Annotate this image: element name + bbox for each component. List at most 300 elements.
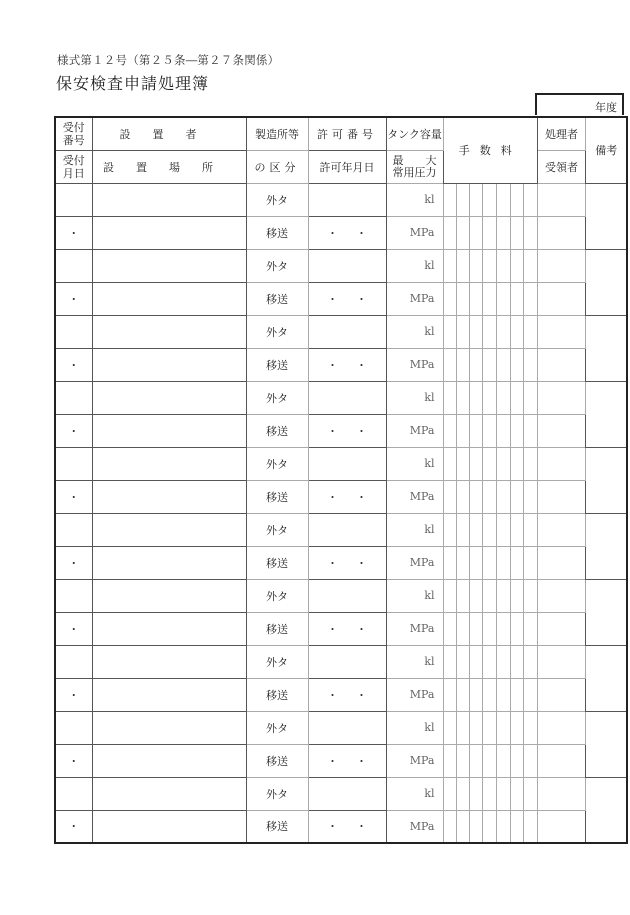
fee-digit-cell[interactable] (497, 744, 510, 777)
fee-digit-cell[interactable] (456, 744, 469, 777)
fee-digit-cell[interactable] (510, 282, 523, 315)
fee-digit-cell[interactable] (510, 216, 523, 249)
facility-type-cell-2[interactable] (246, 810, 308, 843)
fee-digit-cell[interactable] (470, 414, 483, 447)
installation-site-cell[interactable] (92, 810, 246, 843)
fee-digit-cell[interactable] (470, 216, 483, 249)
fee-digit-cell[interactable] (443, 480, 456, 513)
permit-date-cell[interactable]: ・・ (308, 678, 386, 711)
reception-date-cell[interactable]: ・ (55, 480, 92, 513)
fee-digit-cell[interactable] (483, 315, 497, 348)
fee-digit-cell[interactable] (510, 645, 523, 678)
installer-cell[interactable] (92, 645, 246, 678)
fee-digit-cell[interactable] (443, 612, 456, 645)
reception-number-cell[interactable] (55, 381, 92, 414)
header-facility-type-2: の区分 (246, 150, 308, 183)
table-row (55, 678, 627, 711)
recipient-cell[interactable] (537, 414, 585, 447)
facility-type-cell-2[interactable] (246, 480, 308, 513)
table-row (55, 513, 627, 546)
fee-digit-cell[interactable] (483, 513, 497, 546)
fee-digit-cell[interactable] (523, 546, 537, 579)
installer-cell[interactable] (92, 249, 246, 282)
remarks-cell[interactable] (585, 513, 627, 579)
max-pressure-cell[interactable] (386, 216, 443, 249)
reception-number-cell[interactable] (55, 183, 92, 216)
tank-capacity-cell[interactable] (386, 513, 443, 546)
fee-digit-cell[interactable] (497, 249, 510, 282)
facility-type-cell[interactable] (246, 579, 308, 612)
fee-digit-cell[interactable] (456, 546, 469, 579)
max-pressure-cell[interactable] (386, 744, 443, 777)
permit-number-cell[interactable] (308, 381, 386, 414)
fee-digit-cell[interactable] (443, 216, 456, 249)
fee-digit-cell[interactable] (443, 381, 456, 414)
max-pressure-cell[interactable] (386, 546, 443, 579)
fee-digit-cell[interactable] (483, 348, 497, 381)
fee-digit-cell[interactable] (443, 348, 456, 381)
fee-digit-cell[interactable] (510, 183, 523, 216)
reception-date-cell[interactable]: ・ (55, 216, 92, 249)
fee-digit-cell[interactable] (470, 579, 483, 612)
fee-digit-cell[interactable] (510, 249, 523, 282)
fee-digit-cell[interactable] (510, 711, 523, 744)
fee-digit-cell[interactable] (523, 183, 537, 216)
fee-digit-cell[interactable] (456, 348, 469, 381)
permit-number-cell[interactable] (308, 777, 386, 810)
fee-digit-cell[interactable] (497, 777, 510, 810)
table-row (55, 480, 627, 513)
tank-capacity-cell[interactable] (386, 447, 443, 480)
pressure-unit: MPa (409, 490, 435, 503)
fee-digit-cell[interactable] (470, 612, 483, 645)
installer-cell[interactable] (92, 513, 246, 546)
reception-number-cell[interactable] (55, 645, 92, 678)
permit-number-cell[interactable] (308, 645, 386, 678)
fee-digit-cell[interactable] (497, 810, 510, 843)
recipient-cell[interactable] (537, 810, 585, 843)
recipient-cell[interactable] (537, 546, 585, 579)
installer-cell[interactable] (92, 315, 246, 348)
installation-site-cell[interactable] (92, 348, 246, 381)
fee-digit-cell[interactable] (523, 744, 537, 777)
fee-digit-cell[interactable] (443, 777, 456, 810)
installation-site-cell[interactable] (92, 546, 246, 579)
fee-digit-cell[interactable] (497, 513, 510, 546)
remarks-cell[interactable] (585, 645, 627, 711)
facility-type-cell[interactable] (246, 249, 308, 282)
fee-digit-cell[interactable] (483, 414, 497, 447)
facility-type-top: 外タ (266, 655, 288, 669)
fee-digit-cell[interactable] (497, 546, 510, 579)
fee-digit-cell[interactable] (523, 579, 537, 612)
fee-digit-cell[interactable] (510, 678, 523, 711)
facility-type-cell[interactable] (246, 777, 308, 810)
installation-site-cell[interactable] (92, 216, 246, 249)
fee-digit-cell[interactable] (443, 183, 456, 216)
fee-digit-cell[interactable] (483, 579, 497, 612)
fee-digit-cell[interactable] (483, 678, 497, 711)
fee-digit-cell[interactable] (443, 744, 456, 777)
reception-date-cell[interactable]: ・ (55, 546, 92, 579)
installer-cell[interactable] (92, 777, 246, 810)
permit-date-cell[interactable]: ・・ (308, 612, 386, 645)
fee-digit-cell[interactable] (443, 249, 456, 282)
installation-site-cell[interactable] (92, 282, 246, 315)
fee-digit-cell[interactable] (523, 711, 537, 744)
tank-capacity-cell[interactable] (386, 777, 443, 810)
facility-type-cell-2[interactable] (246, 216, 308, 249)
facility-type-cell-2[interactable] (246, 612, 308, 645)
fee-digit-cell[interactable] (510, 612, 523, 645)
facility-type-top: 外タ (266, 523, 288, 537)
fee-digit-cell[interactable] (483, 645, 497, 678)
fee-digit-cell[interactable] (470, 249, 483, 282)
max-pressure-cell[interactable] (386, 480, 443, 513)
fee-digit-cell[interactable] (456, 711, 469, 744)
fee-digit-cell[interactable] (497, 183, 510, 216)
permit-number-cell[interactable] (308, 579, 386, 612)
fee-digit-cell[interactable] (456, 183, 469, 216)
fee-digit-cell[interactable] (470, 645, 483, 678)
remarks-cell[interactable] (585, 711, 627, 777)
facility-type-bottom: 移送 (266, 358, 288, 372)
permit-date-cell[interactable]: ・・ (308, 744, 386, 777)
permit-number-cell[interactable] (308, 447, 386, 480)
fee-digit-cell[interactable] (523, 645, 537, 678)
fee-digit-cell[interactable] (456, 315, 469, 348)
permit-number-cell[interactable] (308, 513, 386, 546)
processor-cell[interactable] (537, 777, 585, 810)
permit-date-cell[interactable]: ・・ (308, 348, 386, 381)
fee-digit-cell[interactable] (510, 480, 523, 513)
remarks-cell[interactable] (585, 315, 627, 381)
fee-digit-cell[interactable] (510, 777, 523, 810)
capacity-unit: kl (424, 193, 435, 206)
tank-capacity-cell[interactable] (386, 381, 443, 414)
processor-cell[interactable] (537, 645, 585, 678)
facility-type-cell[interactable] (246, 645, 308, 678)
fee-digit-cell[interactable] (483, 447, 497, 480)
remarks-cell[interactable] (585, 579, 627, 645)
remarks-cell[interactable] (585, 777, 627, 843)
fee-digit-cell[interactable] (483, 249, 497, 282)
reception-number-cell[interactable] (55, 579, 92, 612)
fee-digit-cell[interactable] (523, 315, 537, 348)
fee-digit-cell[interactable] (483, 810, 497, 843)
processor-cell[interactable] (537, 381, 585, 414)
reception-number-cell[interactable] (55, 447, 92, 480)
header-reception-date: 受付 月日 (55, 150, 92, 183)
installation-site-cell[interactable] (92, 414, 246, 447)
fee-digit-cell[interactable] (497, 711, 510, 744)
fee-digit-cell[interactable] (523, 447, 537, 480)
fee-digit-cell[interactable] (510, 348, 523, 381)
processor-cell[interactable] (537, 447, 585, 480)
capacity-unit: kl (424, 721, 435, 734)
reception-date-cell[interactable]: ・ (55, 414, 92, 447)
facility-type-cell[interactable] (246, 315, 308, 348)
tank-capacity-cell[interactable] (386, 711, 443, 744)
fee-digit-cell[interactable] (456, 447, 469, 480)
header-permit-date: 許可年月日 (308, 150, 386, 183)
installer-cell[interactable] (92, 381, 246, 414)
fee-digit-cell[interactable] (510, 579, 523, 612)
fee-digit-cell[interactable] (456, 249, 469, 282)
reception-number-cell[interactable] (55, 711, 92, 744)
facility-type-cell-2[interactable] (246, 282, 308, 315)
fee-digit-cell[interactable] (523, 414, 537, 447)
fee-digit-cell[interactable] (523, 513, 537, 546)
fee-digit-cell[interactable] (456, 777, 469, 810)
processor-cell[interactable] (537, 513, 585, 546)
remarks-cell[interactable] (585, 249, 627, 315)
fee-digit-cell[interactable] (470, 810, 483, 843)
fee-digit-cell[interactable] (443, 513, 456, 546)
facility-type-cell[interactable] (246, 447, 308, 480)
reception-date-cell[interactable]: ・ (55, 744, 92, 777)
fee-digit-cell[interactable] (443, 546, 456, 579)
fee-digit-cell[interactable] (456, 282, 469, 315)
fee-digit-cell[interactable] (497, 612, 510, 645)
installer-cell[interactable] (92, 579, 246, 612)
recipient-cell[interactable] (537, 348, 585, 381)
fee-digit-cell[interactable] (497, 315, 510, 348)
fee-digit-cell[interactable] (523, 480, 537, 513)
recipient-cell[interactable] (537, 612, 585, 645)
pressure-unit: MPa (409, 622, 435, 635)
facility-type-top: 外タ (266, 325, 288, 339)
facility-type-bottom: 移送 (266, 490, 288, 504)
fee-digit-cell[interactable] (483, 183, 497, 216)
remarks-cell[interactable] (585, 183, 627, 249)
fee-digit-cell[interactable] (470, 447, 483, 480)
fee-digit-cell[interactable] (523, 777, 537, 810)
processor-cell[interactable] (537, 711, 585, 744)
facility-type-cell[interactable] (246, 381, 308, 414)
max-pressure-cell[interactable] (386, 678, 443, 711)
fee-digit-cell[interactable] (443, 414, 456, 447)
fee-digit-cell[interactable] (497, 447, 510, 480)
recipient-cell[interactable] (537, 216, 585, 249)
processor-cell[interactable] (537, 579, 585, 612)
installation-site-cell[interactable] (92, 744, 246, 777)
fee-digit-cell[interactable] (443, 282, 456, 315)
fee-digit-cell[interactable] (497, 216, 510, 249)
table-row (55, 447, 627, 480)
fee-digit-cell[interactable] (483, 282, 497, 315)
processor-cell[interactable] (537, 249, 585, 282)
fee-digit-cell[interactable] (470, 711, 483, 744)
fee-digit-cell[interactable] (456, 381, 469, 414)
fee-digit-cell[interactable] (456, 480, 469, 513)
installation-site-cell[interactable] (92, 480, 246, 513)
fiscal-year-field[interactable] (535, 93, 624, 115)
fee-digit-cell[interactable] (456, 678, 469, 711)
max-pressure-cell[interactable] (386, 348, 443, 381)
tank-capacity-cell[interactable] (386, 183, 443, 216)
fee-digit-cell[interactable] (456, 612, 469, 645)
header-tank-capacity: タンク容量 (386, 117, 443, 150)
header-row-2 (55, 150, 627, 183)
fee-digit-cell[interactable] (456, 513, 469, 546)
recipient-cell[interactable] (537, 480, 585, 513)
permit-number-cell[interactable] (308, 183, 386, 216)
tank-capacity-cell[interactable] (386, 645, 443, 678)
pressure-unit: MPa (409, 556, 435, 569)
fee-digit-cell[interactable] (523, 249, 537, 282)
fee-digit-cell[interactable] (483, 744, 497, 777)
facility-type-cell-2[interactable] (246, 348, 308, 381)
fee-digit-cell[interactable] (456, 216, 469, 249)
fee-digit-cell[interactable] (510, 381, 523, 414)
fee-digit-cell[interactable] (497, 282, 510, 315)
table-row (55, 249, 627, 282)
fee-digit-cell[interactable] (497, 645, 510, 678)
fee-digit-cell[interactable] (510, 546, 523, 579)
fee-digit-cell[interactable] (523, 282, 537, 315)
facility-type-cell[interactable] (246, 513, 308, 546)
fee-digit-cell[interactable] (443, 678, 456, 711)
fee-digit-cell[interactable] (470, 546, 483, 579)
fee-digit-cell[interactable] (483, 216, 497, 249)
reception-number-cell[interactable] (55, 513, 92, 546)
fee-digit-cell[interactable] (483, 480, 497, 513)
installation-site-cell[interactable] (92, 678, 246, 711)
facility-type-cell-2[interactable] (246, 414, 308, 447)
permit-number-cell[interactable] (308, 315, 386, 348)
fee-digit-cell[interactable] (483, 546, 497, 579)
installer-cell[interactable] (92, 183, 246, 216)
reception-date-cell[interactable]: ・ (55, 282, 92, 315)
fee-digit-cell[interactable] (470, 282, 483, 315)
fee-digit-cell[interactable] (510, 315, 523, 348)
fee-digit-cell[interactable] (456, 579, 469, 612)
max-pressure-cell[interactable] (386, 612, 443, 645)
fee-digit-cell[interactable] (497, 381, 510, 414)
fee-digit-cell[interactable] (443, 645, 456, 678)
fee-digit-cell[interactable] (497, 414, 510, 447)
permit-date-cell[interactable]: ・・ (308, 480, 386, 513)
fee-digit-cell[interactable] (483, 381, 497, 414)
reception-number-cell[interactable] (55, 777, 92, 810)
recipient-cell[interactable] (537, 282, 585, 315)
tank-capacity-cell[interactable] (386, 579, 443, 612)
fee-digit-cell[interactable] (523, 381, 537, 414)
fee-digit-cell[interactable] (483, 777, 497, 810)
reception-number-cell[interactable] (55, 249, 92, 282)
fee-digit-cell[interactable] (510, 414, 523, 447)
reception-date-cell[interactable]: ・ (55, 348, 92, 381)
fee-digit-cell[interactable] (483, 711, 497, 744)
tank-capacity-cell[interactable] (386, 249, 443, 282)
reception-date-cell[interactable]: ・ (55, 810, 92, 843)
recipient-cell[interactable] (537, 744, 585, 777)
reception-date-cell[interactable]: ・ (55, 612, 92, 645)
recipient-cell[interactable] (537, 678, 585, 711)
fee-digit-cell[interactable] (470, 480, 483, 513)
permit-date-cell[interactable]: ・・ (308, 282, 386, 315)
fee-digit-cell[interactable] (443, 810, 456, 843)
remarks-cell[interactable] (585, 381, 627, 447)
facility-type-bottom: 移送 (266, 292, 288, 306)
installer-cell[interactable] (92, 447, 246, 480)
header-fee: 手数料 (443, 117, 537, 183)
fee-digit-cell[interactable] (510, 744, 523, 777)
fee-digit-cell[interactable] (497, 348, 510, 381)
fee-digit-cell[interactable] (510, 513, 523, 546)
permit-date-cell[interactable]: ・・ (308, 414, 386, 447)
permit-date-cell[interactable]: ・・ (308, 216, 386, 249)
facility-type-cell-2[interactable] (246, 744, 308, 777)
table-row (55, 612, 627, 645)
table-row (55, 381, 627, 414)
fee-digit-cell[interactable] (523, 678, 537, 711)
max-pressure-cell[interactable] (386, 810, 443, 843)
facility-type-cell[interactable] (246, 711, 308, 744)
permit-date-cell[interactable]: ・・ (308, 810, 386, 843)
max-pressure-cell[interactable] (386, 414, 443, 447)
fee-digit-cell[interactable] (523, 612, 537, 645)
max-pressure-cell[interactable] (386, 282, 443, 315)
fee-digit-cell[interactable] (470, 744, 483, 777)
permit-date-cell[interactable]: ・・ (308, 546, 386, 579)
fee-digit-cell[interactable] (470, 678, 483, 711)
header-recipient: 受領者 (537, 150, 585, 183)
fee-digit-cell[interactable] (510, 447, 523, 480)
permit-number-cell[interactable] (308, 249, 386, 282)
table-row (55, 282, 627, 315)
facility-type-cell[interactable] (246, 183, 308, 216)
installation-site-cell[interactable] (92, 612, 246, 645)
fee-digit-cell[interactable] (470, 777, 483, 810)
reception-number-cell[interactable] (55, 315, 92, 348)
fee-digit-cell[interactable] (470, 381, 483, 414)
processor-cell[interactable] (537, 315, 585, 348)
fee-digit-cell[interactable] (443, 711, 456, 744)
fee-digit-cell[interactable] (470, 348, 483, 381)
fee-digit-cell[interactable] (483, 612, 497, 645)
fee-digit-cell[interactable] (470, 513, 483, 546)
facility-type-cell-2[interactable] (246, 678, 308, 711)
processor-cell[interactable] (537, 183, 585, 216)
fee-digit-cell[interactable] (497, 480, 510, 513)
facility-type-cell-2[interactable] (246, 546, 308, 579)
fee-digit-cell[interactable] (497, 579, 510, 612)
tank-capacity-cell[interactable] (386, 315, 443, 348)
fee-digit-cell[interactable] (456, 414, 469, 447)
header-remarks: 備考 (585, 117, 627, 183)
remarks-cell[interactable] (585, 447, 627, 513)
form-reference: 様式第１２号（第２５条―第２７条関係） (57, 53, 280, 67)
fee-digit-cell[interactable] (456, 645, 469, 678)
fee-digit-cell[interactable] (470, 183, 483, 216)
reception-date-cell[interactable]: ・ (55, 678, 92, 711)
fee-digit-cell[interactable] (443, 315, 456, 348)
permit-number-cell[interactable] (308, 711, 386, 744)
fee-digit-cell[interactable] (523, 810, 537, 843)
header-reception-number: 受付 番号 (55, 117, 92, 150)
fee-digit-cell[interactable] (443, 447, 456, 480)
fee-digit-cell[interactable] (456, 810, 469, 843)
fee-digit-cell[interactable] (497, 678, 510, 711)
fee-digit-cell[interactable] (523, 348, 537, 381)
installer-cell[interactable] (92, 711, 246, 744)
fee-digit-cell[interactable] (443, 579, 456, 612)
fee-digit-cell[interactable] (523, 216, 537, 249)
fee-digit-cell[interactable] (470, 315, 483, 348)
fee-digit-cell[interactable] (510, 810, 523, 843)
